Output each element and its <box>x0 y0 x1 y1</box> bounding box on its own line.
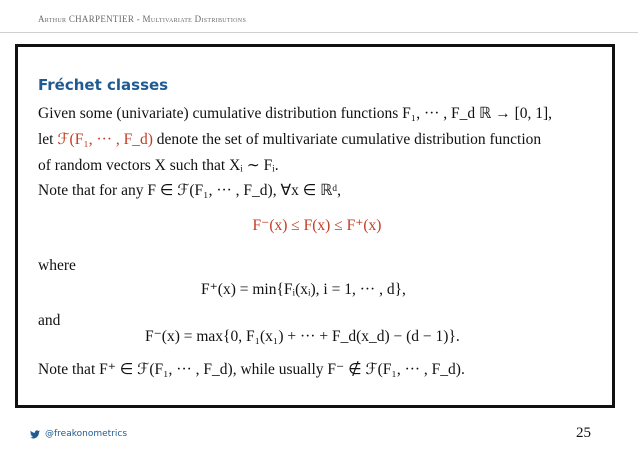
twitter-bird-icon <box>30 430 40 439</box>
text-line-3: of random vectors X such that Xᵢ ∼ Fᵢ. <box>38 157 279 174</box>
header-divider <box>0 32 638 33</box>
text-line-1: Given some (univariate) cumulative distribution functions F₁, ··· , F_d ℝ → [0, 1], <box>38 105 553 122</box>
line2-prefix: let <box>38 131 58 148</box>
text-line-2 <box>38 132 541 148</box>
page-number: 25 <box>576 425 591 441</box>
frechet-bounds-inequality: F⁻(x) ≤ F(x) ≤ F⁺(x) <box>252 217 382 234</box>
footer-handle: @freakonometrics <box>45 429 128 439</box>
and-label: and <box>38 312 61 329</box>
slide-title: Fréchet classes <box>38 76 169 94</box>
line2-suffix: denote the set of multivariate cumulative distribution function <box>152 131 542 148</box>
text-line-4: Note that for any F ∈ ℱ(F₁, ··· , F_d), ∀x ∈ ℝᵈ, <box>38 182 342 199</box>
upper-bound-equation: F⁺(x) = min{Fᵢ(xᵢ), i = 1, ··· , d}, <box>201 281 406 298</box>
footer-handle-link[interactable] <box>30 429 127 439</box>
header-title: Arthur CHARPENTIER - Multivariate Distributions <box>38 14 247 24</box>
where-label: where <box>38 257 76 274</box>
final-note: Note that F⁺ ∈ ℱ(F₁, ··· , F_d), while usually F⁻ ∉ ℱ(F₁, ··· , F_d). <box>38 361 465 378</box>
lower-bound-equation: F⁻(x) = max{0, F₁(x₁) + ··· + F_d(x_d) − (d − 1)}. <box>145 328 460 345</box>
frechet-class-notation: ℱ(F₁, ··· , F_d) <box>57 131 153 148</box>
